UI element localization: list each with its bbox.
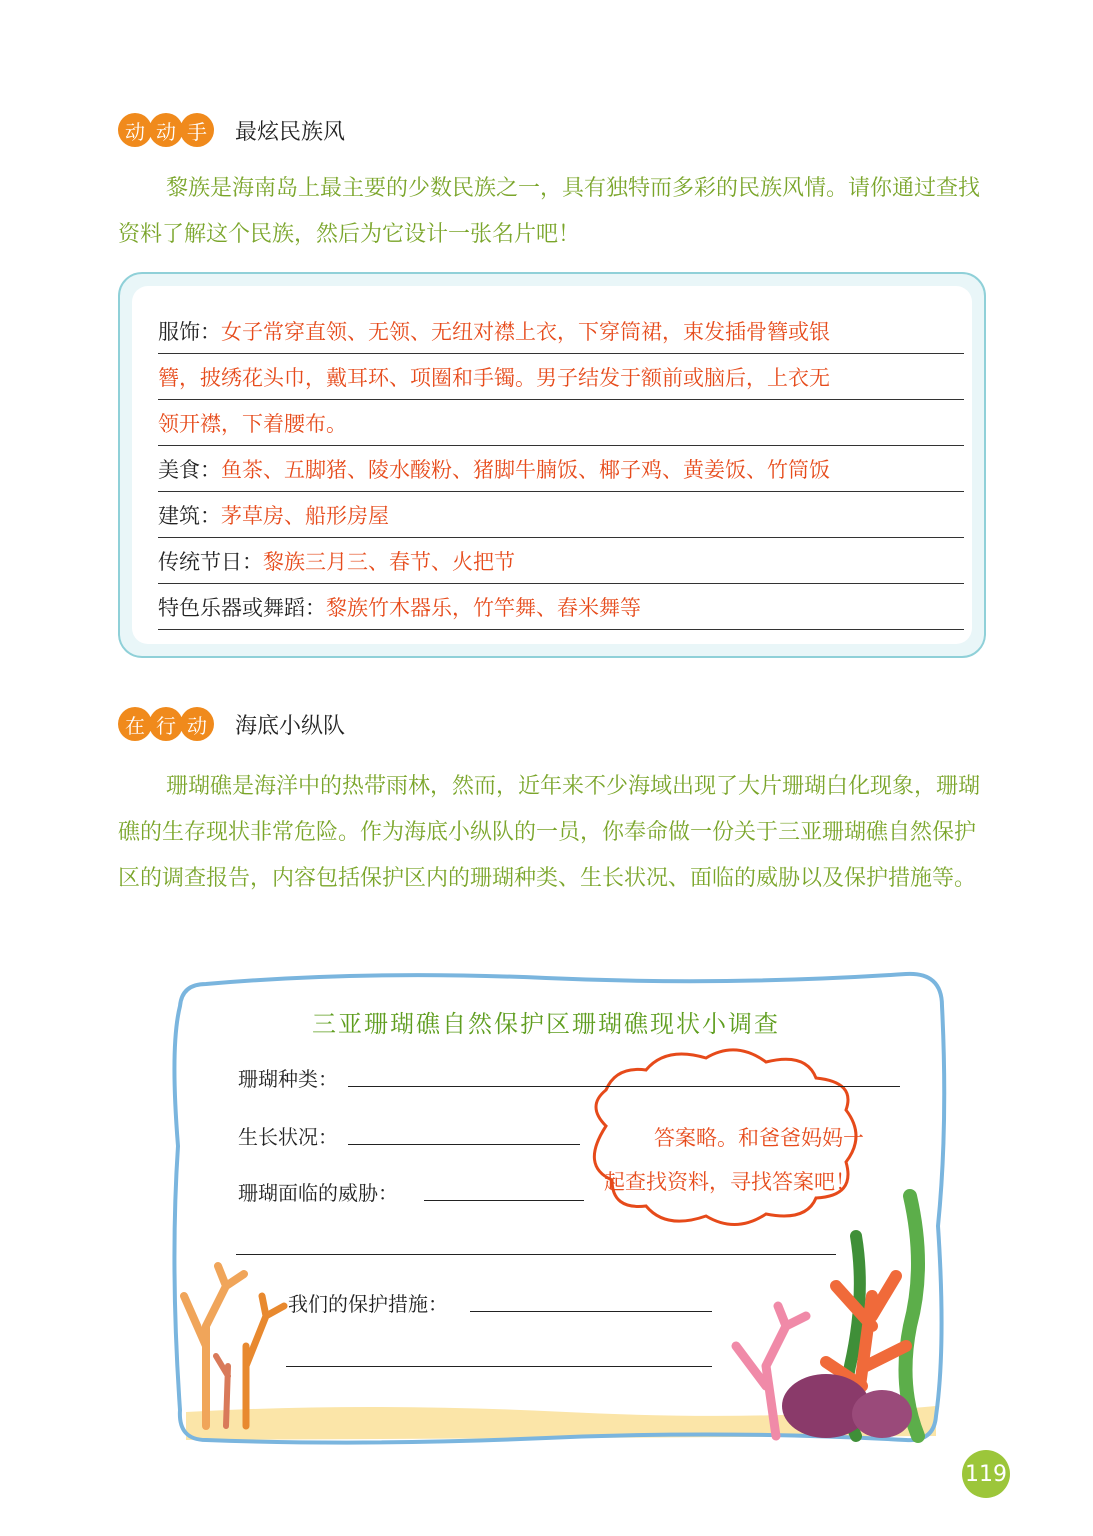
section-title-2: 海底小纵队 [235,713,346,739]
card-label: 传统节日： [158,550,263,574]
card-label: 服饰： [158,320,221,344]
threats-field[interactable] [424,1200,584,1201]
section-paragraph-1: 黎族是海南岛上最主要的少数民族之一，具有独特而多彩的民族风情。请你通过查找资料了解这个民族，然后为它设计一张名片吧！ [118,176,981,247]
name-card-inner [132,286,972,644]
name-card-lines [158,308,964,630]
card-answer: 簪，披绣花头巾，戴耳环、项圈和手镯。男子结发于额前或脑后，上衣无 [158,366,830,390]
card-line-clothing-3 [158,400,964,446]
section-paragraph-2: 珊瑚礁是海洋中的热带雨林，然而，近年来不少海域出现了大片珊瑚白化现象，珊瑚礁的生存现状非常危险。作为海底小纵队的一员，你奉命做一份关于三亚珊瑚礁自然保护区的调查报告，内容包括保护区内的珊瑚种类、生长状况、面临的威胁以及保护措施等。 [118,774,981,891]
card-answer: 茅草房、船形房屋 [221,504,389,528]
growth-field[interactable] [348,1144,580,1145]
coral-types-field[interactable] [348,1086,900,1087]
bubble-text-2: 起查找资料，寻找答案吧！ [604,1170,856,1194]
badge-char: 动 [180,707,214,741]
measures-label: 我们的保护措施： [288,1292,448,1316]
card-line-clothing [158,308,964,354]
threats-label: 珊瑚面临的威胁： [238,1181,398,1205]
section-header-2 [118,704,345,744]
section-header-1 [118,110,345,150]
section-badge-2 [118,707,211,741]
coral-types-label: 珊瑚种类： [238,1067,338,1091]
name-card [118,272,986,658]
badge-char: 在 [118,707,152,741]
card-line-festivals [158,538,964,584]
badge-char: 手 [180,113,214,147]
card-answer: 黎族竹木器乐，竹竿舞、舂米舞等 [326,596,641,620]
bubble-text-1: 答案略。和爸爸妈妈一 [654,1126,864,1150]
page-number: 119 [962,1450,1010,1498]
threats-field-2[interactable] [236,1254,836,1255]
section-title-1: 最炫民族风 [235,119,346,145]
section-badge-1 [118,113,211,147]
measures-field-2[interactable] [286,1366,712,1367]
card-line-food [158,446,964,492]
card-line-music-dance [158,584,964,630]
card-line-architecture [158,492,964,538]
card-label: 特色乐器或舞蹈： [158,596,326,620]
badge-char: 动 [149,113,183,147]
card-label: 美食： [158,458,221,482]
measures-field[interactable] [470,1311,712,1312]
card-label: 建筑： [158,504,221,528]
badge-char: 动 [118,113,152,147]
card-answer: 黎族三月三、春节、火把节 [263,550,515,574]
card-answer: 领开襟，下着腰布。 [158,412,347,436]
card-answer: 鱼茶、五脚猪、陵水酸粉、猪脚牛腩饭、椰子鸡、黄姜饭、竹筒饭 [221,458,830,482]
survey-title: 三亚珊瑚礁自然保护区珊瑚礁现状小调查 [312,1010,780,1038]
card-answer: 女子常穿直领、无领、无纽对襟上衣，下穿筒裙，束发插骨簪或银 [221,320,830,344]
badge-char: 行 [149,707,183,741]
card-line-clothing-2 [158,354,964,400]
growth-label: 生长状况： [238,1125,338,1149]
